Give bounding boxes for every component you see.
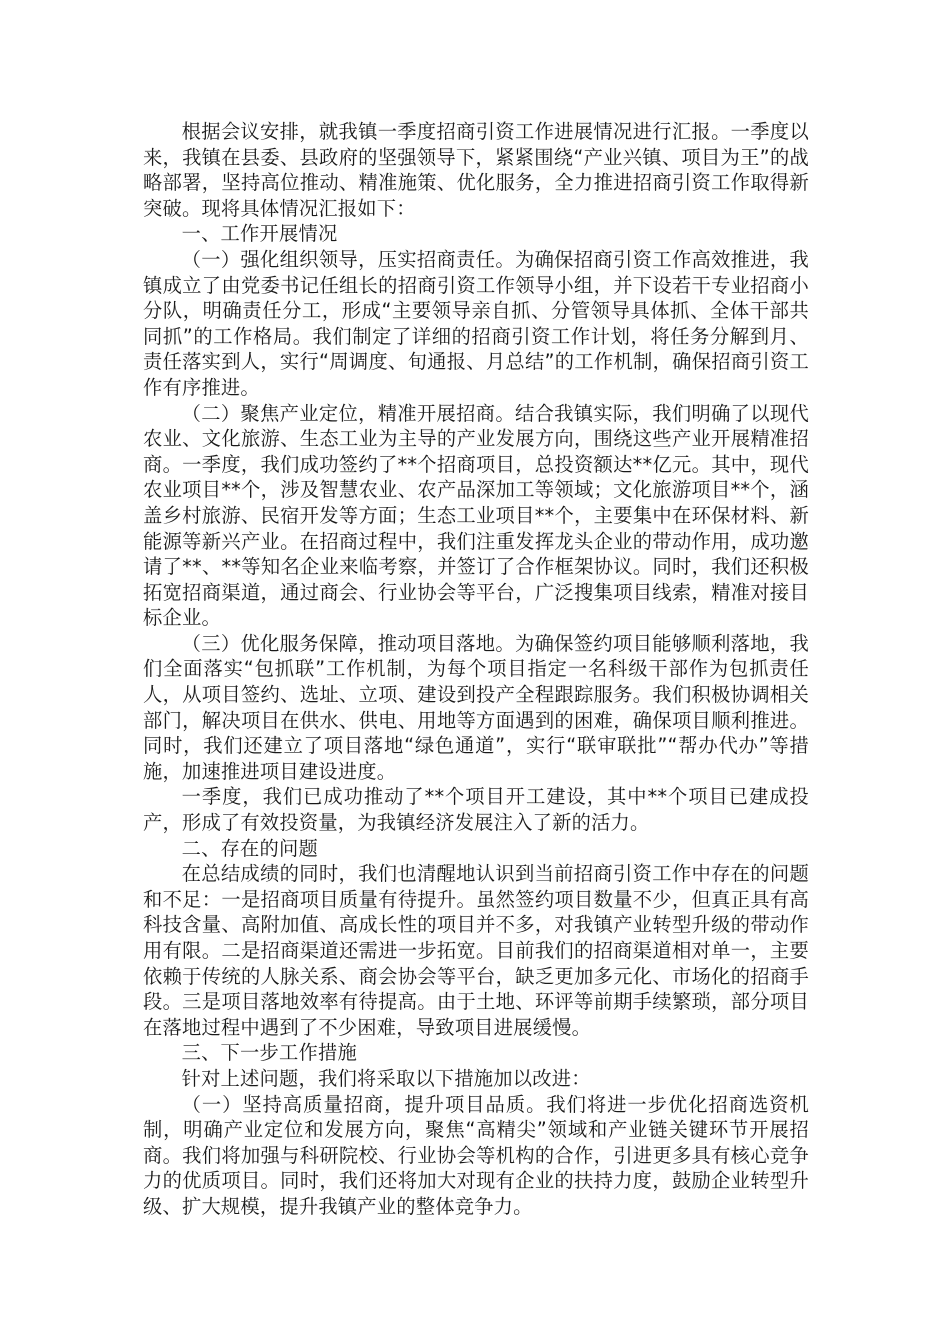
document-body xyxy=(143,119,809,1220)
paragraph-industry-positioning: （二）聚焦产业定位，精准开展招商。结合我镇实际，我们明确了以现代农业、文化旅游、生态工业为主导的产业发展方向，围绕这些产业开展精准招商。一季度，我们成功签约了**个招商项目，总投资额达**亿元。其中，现代农业项目**个，涉及智慧农业、农产品深加工等领域；文化旅游项目**个，涵盖乡村旅游、民宿开发等方面；生态工业项目**个，主要集中在环保材料、新能源等新兴产业。在招商过程中，我们注重发挥龙头企业的带动作用，成功邀请了**、**等知名企业来临考察，并签订了合作框架协议。同时，我们还积极拓宽招商渠道，通过商会、行业协会等平台，广泛搜集项目线索，精准对接目标企业。 xyxy=(143,401,809,630)
paragraph-quarter-results: 一季度，我们已成功推动了**个项目开工建设，其中**个项目已建成投产，形成了有效投资量，为我镇经济发展注入了新的活力。 xyxy=(143,785,809,835)
section-heading-problems: 二、存在的问题 xyxy=(181,836,318,860)
section-heading-work-progress: 一、工作开展情况 xyxy=(181,222,338,246)
intro-paragraph: 根据会议安排，就我镇一季度招商引资工作进展情况进行汇报。一季度以来，我镇在县委、县政府的坚强领导下，紧紧围绕“产业兴镇、项目为王”的战略部署，坚持高位推动、精准施策、优化服务，全力推进招商引资工作取得新突破。现将具体情况汇报如下： xyxy=(143,120,809,220)
paragraph-problems: 在总结成绩的同时，我们也清醒地认识到当前招商引资工作中存在的问题和不足：一是招商项目质量有待提升。虽然签约项目数量不少，但真正具有高科技含量、高附加值、高成长性的项目并不多，对我镇产业转型升级的带动作用有限。二是招商渠道还需进一步拓宽。目前我们的招商渠道相对单一，主要依赖于传统的人脉关系、商会协会等平台，缺乏更加多元化、市场化的招商手段。三是项目落地效率有待提高。由于土地、环评等前期手续繁琐，部分项目在落地过程中遇到了不少困难，导致项目进展缓慢。 xyxy=(143,862,809,1039)
section-heading-next-steps: 三、下一步工作措施 xyxy=(181,1041,357,1065)
paragraph-measures-intro: 针对上述问题，我们将采取以下措施加以改进： xyxy=(181,1066,591,1090)
paragraph-high-quality-investment: （一）坚持高质量招商，提升项目品质。我们将进一步优化招商选资机制，明确产业定位和发展方向，聚焦“高精尖”领域和产业链关键环节开展招商。我们将加强与科研院校、行业协会等机构的合作，引进更多具有核心竞争力的优质项目。同时，我们还将加大对现有企业的扶持力度，鼓励企业转型升级、扩大规模，提升我镇产业的整体竞争力。 xyxy=(143,1092,809,1218)
paragraph-service-guarantee: （三）优化服务保障，推动项目落地。为确保签约项目能够顺利落地，我们全面落实“包抓联”工作机制，为每个项目指定一名科级干部作为包抓责任人，从项目签约、选址、立项、建设到投产全程跟踪服务。我们积极协调相关部门，解决项目在供水、供电、用地等方面遇到的困难，确保项目顺利推进。同时，我们还建立了项目落地“绿色通道”，实行“联审联批”“帮办代办”等措施，加速推进项目建设进度。 xyxy=(143,631,809,783)
paragraph-organization-leadership: （一）强化组织领导，压实招商责任。为确保招商引资工作高效推进，我镇成立了由党委书记任组长的招商引资工作领导小组，并下设若干专业招商小分队，明确责任分工，形成“主要领导亲自抓、分管领导具体抓、全体干部共同抓”的工作格局。我们制定了详细的招商引资工作计划，将任务分解到月、责任落实到人，实行“周调度、旬通报、月总结”的工作机制，确保招商引资工作有序推进。 xyxy=(143,247,809,399)
